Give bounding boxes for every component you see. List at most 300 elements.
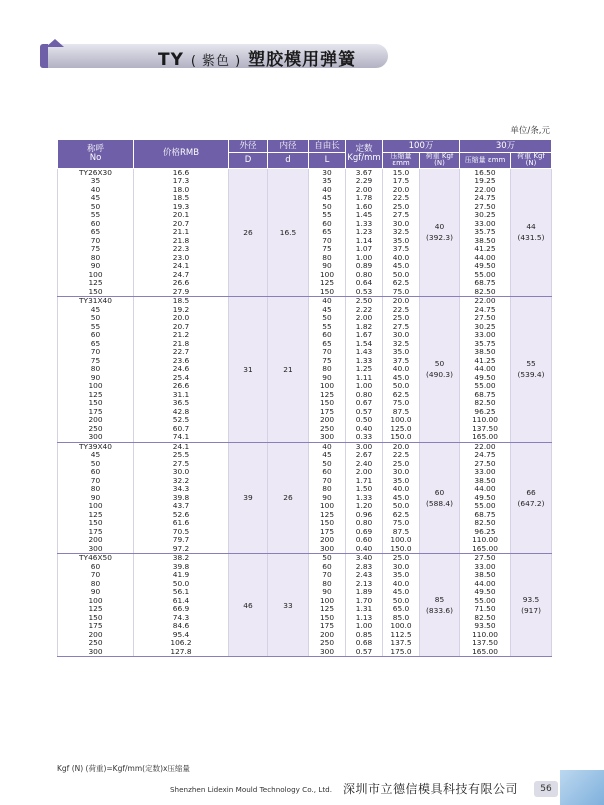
cell-300k-compression: 96.25 bbox=[460, 408, 511, 417]
cell-model: 175 bbox=[58, 622, 134, 631]
cell-model: 90 bbox=[58, 374, 134, 383]
cell-300k-compression: 30.25 bbox=[460, 323, 511, 332]
load-newton: (917) bbox=[521, 606, 541, 616]
cell-1m-compression: 45.0 bbox=[383, 494, 420, 503]
cell-1m-compression: 112.5 bbox=[383, 631, 420, 640]
cell-price: 20.7 bbox=[134, 323, 229, 332]
cell-300k-compression: 33.00 bbox=[460, 563, 511, 572]
cell-spring-rate: 3.00 bbox=[346, 442, 383, 451]
cell-price: 32.2 bbox=[134, 477, 229, 486]
cell-300k-compression: 55.00 bbox=[460, 382, 511, 391]
cell-300k-compression: 16.50 bbox=[460, 168, 511, 177]
cell-price: 22.3 bbox=[134, 245, 229, 254]
cell-free-length: 100 bbox=[309, 271, 346, 280]
cell-price: 24.1 bbox=[134, 442, 229, 451]
cell-300k-compression: 22.00 bbox=[460, 442, 511, 451]
cell-model: 150 bbox=[58, 288, 134, 297]
cell-1m-compression: 25.0 bbox=[383, 460, 420, 469]
cell-free-length: 100 bbox=[309, 502, 346, 511]
cell-spring-rate: 1.60 bbox=[346, 203, 383, 212]
cell-model: 125 bbox=[58, 511, 134, 520]
cell-300k-compression: 55.00 bbox=[460, 271, 511, 280]
load-kgf: 44 bbox=[526, 222, 536, 232]
cell-1m-load bbox=[420, 554, 460, 657]
cell-spring-rate: 2.43 bbox=[346, 571, 383, 580]
cell-free-length: 80 bbox=[309, 365, 346, 374]
cell-free-length: 125 bbox=[309, 391, 346, 400]
cell-1m-compression: 150.0 bbox=[383, 433, 420, 442]
cell-free-length: 125 bbox=[309, 605, 346, 614]
cell-model: 200 bbox=[58, 416, 134, 425]
cell-spring-rate: 0.89 bbox=[346, 262, 383, 271]
cell-300k-load bbox=[511, 297, 552, 443]
cell-free-length: 250 bbox=[309, 425, 346, 434]
cell-model: 75 bbox=[58, 245, 134, 254]
cell-300k-compression: 82.50 bbox=[460, 614, 511, 623]
cell-free-length: 70 bbox=[309, 571, 346, 580]
cell-free-length: 70 bbox=[309, 477, 346, 486]
cell-price: 61.6 bbox=[134, 519, 229, 528]
cell-price: 20.7 bbox=[134, 220, 229, 229]
cell-1m-compression: 62.5 bbox=[383, 279, 420, 288]
col-header-outer-dia: 外径 bbox=[229, 140, 268, 153]
cell-1m-compression: 27.5 bbox=[383, 211, 420, 220]
cell-price: 18.5 bbox=[134, 297, 229, 306]
cell-spring-rate: 0.40 bbox=[346, 425, 383, 434]
cell-1m-compression: 40.0 bbox=[383, 580, 420, 589]
cell-model: 175 bbox=[58, 528, 134, 537]
cell-300k-compression: 55.00 bbox=[460, 502, 511, 511]
cell-spring-rate: 1.45 bbox=[346, 211, 383, 220]
cell-300k-compression: 55.00 bbox=[460, 597, 511, 606]
title-prefix: TY bbox=[158, 50, 184, 70]
cell-1m-compression: 25.0 bbox=[383, 203, 420, 212]
cell-model: 50 bbox=[58, 314, 134, 323]
cell-free-length: 40 bbox=[309, 297, 346, 306]
cell-300k-compression: 24.75 bbox=[460, 306, 511, 315]
cell-price: 25.5 bbox=[134, 451, 229, 460]
cell-model: 80 bbox=[58, 254, 134, 263]
cell-price: 31.1 bbox=[134, 391, 229, 400]
cell-model: 80 bbox=[58, 365, 134, 374]
col-header-outer-dia-sym: D bbox=[229, 153, 268, 169]
cell-1m-compression: 75.0 bbox=[383, 399, 420, 408]
cell-free-length: 250 bbox=[309, 639, 346, 648]
cell-model: 70 bbox=[58, 348, 134, 357]
cell-inner-dia: 26 bbox=[268, 442, 309, 554]
cell-300k-compression: 44.00 bbox=[460, 580, 511, 589]
cell-model: 90 bbox=[58, 262, 134, 271]
cell-model: 90 bbox=[58, 588, 134, 597]
cell-price: 24.1 bbox=[134, 262, 229, 271]
cell-300k-compression: 165.00 bbox=[460, 648, 511, 657]
cell-free-length: 60 bbox=[309, 468, 346, 477]
col-header-no: 称呼 No bbox=[58, 140, 134, 169]
cell-spring-rate: 0.57 bbox=[346, 648, 383, 657]
cell-spring-rate: 1.11 bbox=[346, 374, 383, 383]
cell-model: 300 bbox=[58, 648, 134, 657]
cell-price: 95.4 bbox=[134, 631, 229, 640]
title-main: 塑胶模用弹簧 bbox=[248, 50, 357, 70]
cell-model: TY31X40 bbox=[58, 297, 134, 306]
cell-1m-compression: 35.0 bbox=[383, 477, 420, 486]
cell-spring-rate: 1.50 bbox=[346, 485, 383, 494]
cell-free-length: 175 bbox=[309, 622, 346, 631]
cell-model: 60 bbox=[58, 468, 134, 477]
cell-free-length: 90 bbox=[309, 494, 346, 503]
cell-free-length: 80 bbox=[309, 254, 346, 263]
cell-300k-compression: 49.50 bbox=[460, 262, 511, 271]
col-header-free-length-sym: L bbox=[309, 153, 346, 169]
spring-spec-table-container bbox=[57, 139, 551, 657]
cell-spring-rate: 2.22 bbox=[346, 306, 383, 315]
cell-free-length: 150 bbox=[309, 288, 346, 297]
load-kgf: 85 bbox=[434, 595, 445, 605]
cell-free-length: 100 bbox=[309, 382, 346, 391]
cell-1m-compression: 25.0 bbox=[383, 554, 420, 563]
cell-1m-compression: 35.0 bbox=[383, 348, 420, 357]
cell-1m-compression: 15.0 bbox=[383, 168, 420, 177]
cell-1m-compression: 45.0 bbox=[383, 374, 420, 383]
col-header-1m-load: 荷重 Kgf (N) bbox=[420, 153, 460, 169]
cell-1m-compression: 45.0 bbox=[383, 588, 420, 597]
formula-note: Kgf (N) (荷重)=Kgf/mm(定数)x压缩量 bbox=[57, 764, 190, 773]
cell-price: 27.5 bbox=[134, 460, 229, 469]
cell-spring-rate: 1.71 bbox=[346, 477, 383, 486]
cell-free-length: 70 bbox=[309, 348, 346, 357]
cell-price: 79.7 bbox=[134, 536, 229, 545]
cell-300k-compression: 41.25 bbox=[460, 357, 511, 366]
cell-free-length: 50 bbox=[309, 314, 346, 323]
cell-outer-dia: 39 bbox=[229, 442, 268, 554]
cell-free-length: 60 bbox=[309, 331, 346, 340]
cell-free-length: 175 bbox=[309, 408, 346, 417]
cell-spring-rate: 1.13 bbox=[346, 614, 383, 623]
cell-300k-compression: 96.25 bbox=[460, 528, 511, 537]
cell-300k-compression: 22.00 bbox=[460, 186, 511, 195]
cell-1m-compression: 22.5 bbox=[383, 451, 420, 460]
cell-300k-compression: 44.00 bbox=[460, 365, 511, 374]
cell-300k-compression: 22.00 bbox=[460, 297, 511, 306]
unit-label: 单位/条,元 bbox=[510, 126, 550, 136]
cell-spring-rate: 1.33 bbox=[346, 494, 383, 503]
cell-free-length: 50 bbox=[309, 554, 346, 563]
cell-1m-compression: 62.5 bbox=[383, 511, 420, 520]
cell-1m-compression: 27.5 bbox=[383, 323, 420, 332]
cell-1m-compression: 32.5 bbox=[383, 340, 420, 349]
cell-1m-compression: 17.5 bbox=[383, 177, 420, 186]
cell-free-length: 60 bbox=[309, 220, 346, 229]
cell-free-length: 75 bbox=[309, 245, 346, 254]
cell-spring-rate: 2.00 bbox=[346, 468, 383, 477]
cell-spring-rate: 1.33 bbox=[346, 357, 383, 366]
cell-price: 21.8 bbox=[134, 237, 229, 246]
cell-300k-compression: 27.50 bbox=[460, 314, 511, 323]
cell-300k-compression: 49.50 bbox=[460, 494, 511, 503]
cell-1m-compression: 35.0 bbox=[383, 237, 420, 246]
cell-300k-compression: 165.00 bbox=[460, 545, 511, 554]
col-header-1m-cycles: 100万 bbox=[383, 140, 460, 153]
cell-spring-rate: 1.54 bbox=[346, 340, 383, 349]
cell-price: 41.9 bbox=[134, 571, 229, 580]
cell-price: 39.8 bbox=[134, 563, 229, 572]
cell-1m-compression: 22.5 bbox=[383, 194, 420, 203]
cell-1m-compression: 50.0 bbox=[383, 502, 420, 511]
cell-300k-compression: 82.50 bbox=[460, 519, 511, 528]
cell-300k-compression: 82.50 bbox=[460, 288, 511, 297]
cell-1m-compression: 62.5 bbox=[383, 391, 420, 400]
cell-spring-rate: 2.00 bbox=[346, 186, 383, 195]
cell-spring-rate: 2.29 bbox=[346, 177, 383, 186]
cell-300k-compression: 93.50 bbox=[460, 622, 511, 631]
cell-model: 55 bbox=[58, 211, 134, 220]
cell-model: TY46X50 bbox=[58, 554, 134, 563]
spring-spec-table bbox=[57, 139, 552, 657]
cell-300k-compression: 68.75 bbox=[460, 511, 511, 520]
cell-spring-rate: 1.82 bbox=[346, 323, 383, 332]
cell-model: 90 bbox=[58, 494, 134, 503]
cell-model: 35 bbox=[58, 177, 134, 186]
cell-300k-compression: 110.00 bbox=[460, 416, 511, 425]
cell-300k-compression: 110.00 bbox=[460, 536, 511, 545]
cell-free-length: 300 bbox=[309, 648, 346, 657]
cell-spring-rate: 1.43 bbox=[346, 348, 383, 357]
load-kgf: 40 bbox=[434, 222, 445, 232]
cell-model: 45 bbox=[58, 306, 134, 315]
cell-model: 80 bbox=[58, 580, 134, 589]
cell-1m-compression: 30.0 bbox=[383, 331, 420, 340]
load-kgf: 66 bbox=[526, 487, 536, 497]
cell-300k-load bbox=[511, 168, 552, 297]
cell-1m-compression: 40.0 bbox=[383, 365, 420, 374]
cell-free-length: 125 bbox=[309, 511, 346, 520]
cell-1m-compression: 50.0 bbox=[383, 597, 420, 606]
cell-free-length: 175 bbox=[309, 528, 346, 537]
company-name-en: Shenzhen Lidexin Mould Technology Co., Ltd. bbox=[170, 785, 332, 794]
cell-price: 20.0 bbox=[134, 314, 229, 323]
cell-1m-compression: 32.5 bbox=[383, 228, 420, 237]
cell-model: TY26X30 bbox=[58, 168, 134, 177]
cell-300k-compression: 33.00 bbox=[460, 468, 511, 477]
cell-free-length: 150 bbox=[309, 614, 346, 623]
cell-model: 45 bbox=[58, 451, 134, 460]
cell-model: 65 bbox=[58, 340, 134, 349]
cell-1m-compression: 87.5 bbox=[383, 528, 420, 537]
cell-spring-rate: 1.33 bbox=[346, 220, 383, 229]
cell-1m-compression: 22.5 bbox=[383, 306, 420, 315]
cell-price: 70.5 bbox=[134, 528, 229, 537]
cell-price: 127.8 bbox=[134, 648, 229, 657]
cell-1m-compression: 30.0 bbox=[383, 563, 420, 572]
cell-300k-compression: 165.00 bbox=[460, 433, 511, 442]
cell-free-length: 50 bbox=[309, 203, 346, 212]
cell-price: 22.7 bbox=[134, 348, 229, 357]
cell-model: 70 bbox=[58, 477, 134, 486]
cell-300k-compression: 38.50 bbox=[460, 237, 511, 246]
cell-300k-compression: 24.75 bbox=[460, 194, 511, 203]
cell-spring-rate: 3.67 bbox=[346, 168, 383, 177]
section-header bbox=[40, 44, 388, 68]
cell-free-length: 90 bbox=[309, 588, 346, 597]
cell-price: 66.9 bbox=[134, 605, 229, 614]
col-header-spring-rate: 定数 Kgf/mm bbox=[346, 140, 383, 169]
header-accent-tab bbox=[46, 39, 64, 47]
load-newton: (392.3) bbox=[426, 233, 453, 243]
cell-spring-rate: 2.83 bbox=[346, 563, 383, 572]
cell-free-length: 55 bbox=[309, 211, 346, 220]
cell-free-length: 65 bbox=[309, 340, 346, 349]
cell-300k-compression: 44.00 bbox=[460, 254, 511, 263]
cell-spring-rate: 2.13 bbox=[346, 580, 383, 589]
cell-model: 125 bbox=[58, 605, 134, 614]
cell-spring-rate: 0.33 bbox=[346, 433, 383, 442]
cell-1m-compression: 20.0 bbox=[383, 442, 420, 451]
cell-1m-compression: 100.0 bbox=[383, 622, 420, 631]
cell-1m-compression: 175.0 bbox=[383, 648, 420, 657]
cell-model: 60 bbox=[58, 220, 134, 229]
cell-model: 75 bbox=[58, 357, 134, 366]
cell-model: TY39X40 bbox=[58, 442, 134, 451]
cell-model: 100 bbox=[58, 271, 134, 280]
cell-model: 40 bbox=[58, 186, 134, 195]
cell-spring-rate: 0.85 bbox=[346, 631, 383, 640]
cell-1m-compression: 125.0 bbox=[383, 425, 420, 434]
cell-model: 100 bbox=[58, 502, 134, 511]
cell-price: 24.7 bbox=[134, 271, 229, 280]
cell-spring-rate: 3.40 bbox=[346, 554, 383, 563]
cell-price: 16.6 bbox=[134, 168, 229, 177]
cell-price: 39.8 bbox=[134, 494, 229, 503]
cell-300k-compression: 33.00 bbox=[460, 220, 511, 229]
cell-spring-rate: 1.89 bbox=[346, 588, 383, 597]
cell-free-length: 90 bbox=[309, 262, 346, 271]
cell-spring-rate: 0.67 bbox=[346, 399, 383, 408]
cell-free-length: 150 bbox=[309, 519, 346, 528]
cell-300k-compression: 49.50 bbox=[460, 588, 511, 597]
cell-300k-compression: 30.25 bbox=[460, 211, 511, 220]
cell-price: 26.6 bbox=[134, 279, 229, 288]
cell-1m-compression: 75.0 bbox=[383, 288, 420, 297]
cell-300k-compression: 68.75 bbox=[460, 391, 511, 400]
load-kgf: 60 bbox=[434, 487, 445, 497]
cell-1m-compression: 30.0 bbox=[383, 468, 420, 477]
cell-1m-compression: 30.0 bbox=[383, 220, 420, 229]
cell-price: 17.3 bbox=[134, 177, 229, 186]
cell-300k-compression: 68.75 bbox=[460, 279, 511, 288]
cell-1m-compression: 40.0 bbox=[383, 254, 420, 263]
cell-free-length: 45 bbox=[309, 194, 346, 203]
cell-300k-compression: 27.50 bbox=[460, 554, 511, 563]
cell-1m-compression: 37.5 bbox=[383, 357, 420, 366]
cell-300k-load bbox=[511, 442, 552, 554]
cell-price: 60.7 bbox=[134, 425, 229, 434]
cell-price: 52.5 bbox=[134, 416, 229, 425]
cell-model: 175 bbox=[58, 408, 134, 417]
cell-model: 200 bbox=[58, 536, 134, 545]
cell-300k-compression: 110.00 bbox=[460, 631, 511, 640]
col-header-inner-dia-sym: d bbox=[268, 153, 309, 169]
cell-1m-compression: 87.5 bbox=[383, 408, 420, 417]
cell-outer-dia: 31 bbox=[229, 297, 268, 443]
cell-300k-compression: 24.75 bbox=[460, 451, 511, 460]
cell-price: 23.6 bbox=[134, 357, 229, 366]
cell-price: 50.0 bbox=[134, 580, 229, 589]
cell-free-length: 45 bbox=[309, 306, 346, 315]
cell-model: 70 bbox=[58, 237, 134, 246]
cell-model: 150 bbox=[58, 519, 134, 528]
cell-1m-load bbox=[420, 168, 460, 297]
cell-free-length: 80 bbox=[309, 580, 346, 589]
cell-price: 21.8 bbox=[134, 340, 229, 349]
cell-spring-rate: 0.96 bbox=[346, 511, 383, 520]
cell-300k-compression: 38.50 bbox=[460, 348, 511, 357]
cell-free-length: 100 bbox=[309, 597, 346, 606]
cell-price: 19.3 bbox=[134, 203, 229, 212]
cell-spring-rate: 1.25 bbox=[346, 365, 383, 374]
cell-1m-compression: 37.5 bbox=[383, 245, 420, 254]
col-header-300k-compression: 压缩量 εmm bbox=[460, 153, 511, 169]
cell-price: 24.6 bbox=[134, 365, 229, 374]
col-header-1m-compression: 压缩量 εmm bbox=[383, 153, 420, 169]
cell-outer-dia: 26 bbox=[229, 168, 268, 297]
cell-spring-rate: 1.07 bbox=[346, 245, 383, 254]
cell-300k-compression: 27.50 bbox=[460, 203, 511, 212]
cell-300k-compression: 35.75 bbox=[460, 228, 511, 237]
cell-300k-compression: 38.50 bbox=[460, 571, 511, 580]
cell-model: 200 bbox=[58, 631, 134, 640]
cell-model: 300 bbox=[58, 433, 134, 442]
cell-price: 106.2 bbox=[134, 639, 229, 648]
cell-spring-rate: 0.53 bbox=[346, 288, 383, 297]
cell-model: 50 bbox=[58, 203, 134, 212]
cell-model: 150 bbox=[58, 399, 134, 408]
cell-model: 100 bbox=[58, 597, 134, 606]
cell-spring-rate: 0.60 bbox=[346, 536, 383, 545]
cell-spring-rate: 0.68 bbox=[346, 639, 383, 648]
cell-1m-load bbox=[420, 442, 460, 554]
cell-free-length: 300 bbox=[309, 433, 346, 442]
page-number: 56 bbox=[534, 781, 558, 797]
cell-free-length: 40 bbox=[309, 186, 346, 195]
cell-free-length: 55 bbox=[309, 323, 346, 332]
cell-free-length: 125 bbox=[309, 279, 346, 288]
cell-spring-rate: 0.57 bbox=[346, 408, 383, 417]
cell-1m-compression: 150.0 bbox=[383, 545, 420, 554]
cell-300k-compression: 38.50 bbox=[460, 477, 511, 486]
cell-model: 55 bbox=[58, 323, 134, 332]
cell-spring-rate: 0.80 bbox=[346, 519, 383, 528]
cell-spring-rate: 1.78 bbox=[346, 194, 383, 203]
col-header-300k-cycles: 30万 bbox=[460, 140, 552, 153]
cell-price: 18.5 bbox=[134, 194, 229, 203]
cell-1m-compression: 50.0 bbox=[383, 271, 420, 280]
cell-price: 61.4 bbox=[134, 597, 229, 606]
load-newton: (431.5) bbox=[517, 233, 545, 243]
cell-price: 23.0 bbox=[134, 254, 229, 263]
cell-300k-compression: 137.50 bbox=[460, 639, 511, 648]
cell-spring-rate: 2.50 bbox=[346, 297, 383, 306]
cell-model: 250 bbox=[58, 425, 134, 434]
load-newton: (588.4) bbox=[426, 498, 453, 508]
load-newton: (539.4) bbox=[517, 370, 545, 380]
cell-free-length: 90 bbox=[309, 374, 346, 383]
cell-spring-rate: 0.69 bbox=[346, 528, 383, 537]
cell-1m-compression: 85.0 bbox=[383, 614, 420, 623]
cell-model: 125 bbox=[58, 391, 134, 400]
cell-model: 70 bbox=[58, 571, 134, 580]
cell-free-length: 60 bbox=[309, 563, 346, 572]
cell-free-length: 50 bbox=[309, 460, 346, 469]
